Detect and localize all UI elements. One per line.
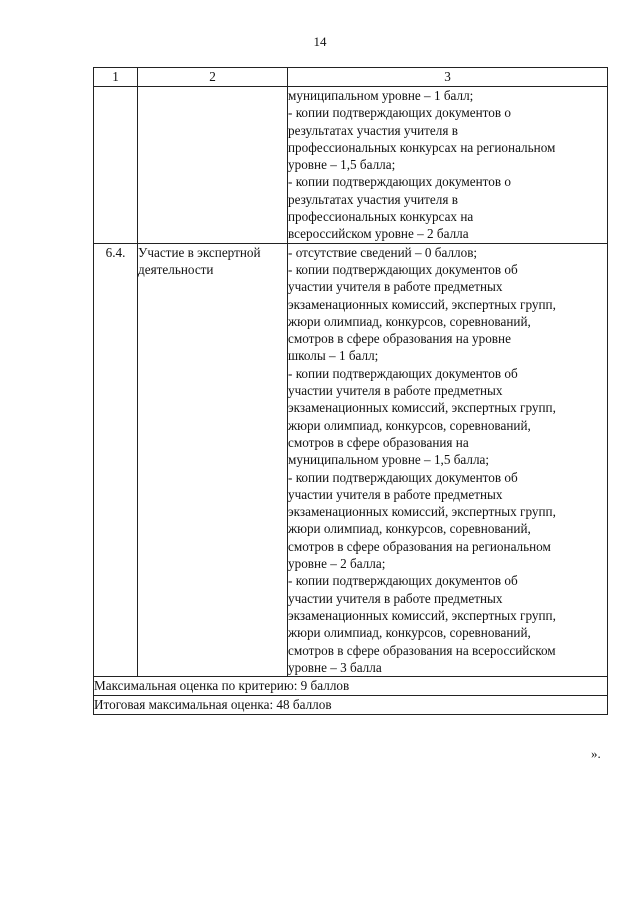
table-row-6-4 bbox=[94, 243, 608, 676]
header-col-1: 1 bbox=[94, 68, 138, 87]
criteria-line: школы – 1 балл; bbox=[288, 348, 379, 364]
criteria-line: жюри олимпиад, конкурсов, соревнований, bbox=[288, 313, 531, 329]
criteria-line: всероссийском уровне – 2 балла bbox=[288, 226, 469, 242]
criteria-line: - копии подтверждающих документов о bbox=[288, 105, 511, 121]
criteria-line: смотров в сфере образования на bbox=[288, 434, 469, 450]
criteria-line: - копии подтверждающих документов об bbox=[288, 573, 518, 589]
criteria-line: муниципальном уровне – 1 балл; bbox=[288, 88, 474, 103]
criteria-line: экзаменационных комиссий, экспертных групп, bbox=[288, 296, 556, 312]
max-score-criterion: Максимальная оценка по критерию: 9 баллов bbox=[94, 677, 608, 696]
criteria-line: экзаменационных комиссий, экспертных групп, bbox=[288, 607, 556, 623]
criteria-line: - копии подтверждающих документов об bbox=[288, 469, 518, 485]
table-row-total-score bbox=[94, 696, 608, 715]
criteria-line: жюри олимпиад, конкурсов, соревнований, bbox=[288, 417, 531, 433]
row-number bbox=[94, 87, 138, 244]
criteria-line: участии учителя в работе предметных bbox=[288, 279, 503, 295]
criteria-line: жюри олимпиад, конкурсов, соревнований, bbox=[288, 625, 531, 641]
header-col-2: 2 bbox=[138, 68, 288, 87]
table-row-max-score bbox=[94, 677, 608, 696]
table-row-continuation bbox=[94, 87, 608, 244]
name-line: Участие в экспертной bbox=[138, 244, 261, 260]
criteria-line: уровне – 1,5 балла; bbox=[288, 157, 396, 173]
name-line: деятельности bbox=[138, 261, 214, 277]
criteria-line: смотров в сфере образования на уровне bbox=[288, 331, 511, 347]
row-number: 6.4. bbox=[94, 243, 138, 676]
criteria-line: - копии подтверждающих документов об bbox=[288, 365, 518, 381]
header-col-3: 3 bbox=[288, 68, 608, 87]
criteria-line: профессиональных конкурсах на региональном bbox=[288, 139, 556, 155]
total-max-score: Итоговая максимальная оценка: 48 баллов bbox=[94, 696, 608, 715]
criteria-line: муниципальном уровне – 1,5 балла; bbox=[288, 452, 490, 468]
page-number: 14 bbox=[313, 34, 327, 49]
criteria-line: смотров в сфере образования на всероссийском bbox=[288, 642, 556, 658]
criteria-line: смотров в сфере образования на региональном bbox=[288, 538, 551, 554]
criteria-line: уровне – 2 балла; bbox=[288, 556, 386, 572]
criteria-line: уровне – 3 балла bbox=[288, 659, 382, 675]
criteria-line: участии учителя в работе предметных bbox=[288, 486, 503, 502]
criteria-line: результатах участия учителя в bbox=[288, 191, 458, 207]
row-criteria bbox=[288, 87, 608, 244]
criteria-line: участии учителя в работе предметных bbox=[288, 383, 503, 399]
criteria-line: жюри олимпиад, конкурсов, соревнований, bbox=[288, 521, 531, 537]
criteria-line: - копии подтверждающих документов об bbox=[288, 261, 518, 277]
row-name bbox=[138, 243, 288, 676]
criteria-table bbox=[93, 67, 608, 715]
criteria-line: - копии подтверждающих документов о bbox=[288, 174, 511, 190]
table-header-row bbox=[94, 68, 608, 87]
row-criteria bbox=[288, 243, 608, 676]
criteria-line: результатах участия учителя в bbox=[288, 122, 458, 138]
row-name bbox=[138, 87, 288, 244]
criteria-line: экзаменационных комиссий, экспертных групп, bbox=[288, 400, 556, 416]
closing-quote-mark: ». bbox=[591, 746, 601, 761]
criteria-line: профессиональных конкурсах на bbox=[288, 209, 474, 225]
criteria-line: - отсутствие сведений – 0 баллов; bbox=[288, 244, 478, 260]
criteria-line: участии учителя в работе предметных bbox=[288, 590, 503, 606]
criteria-line: экзаменационных комиссий, экспертных групп, bbox=[288, 504, 556, 520]
